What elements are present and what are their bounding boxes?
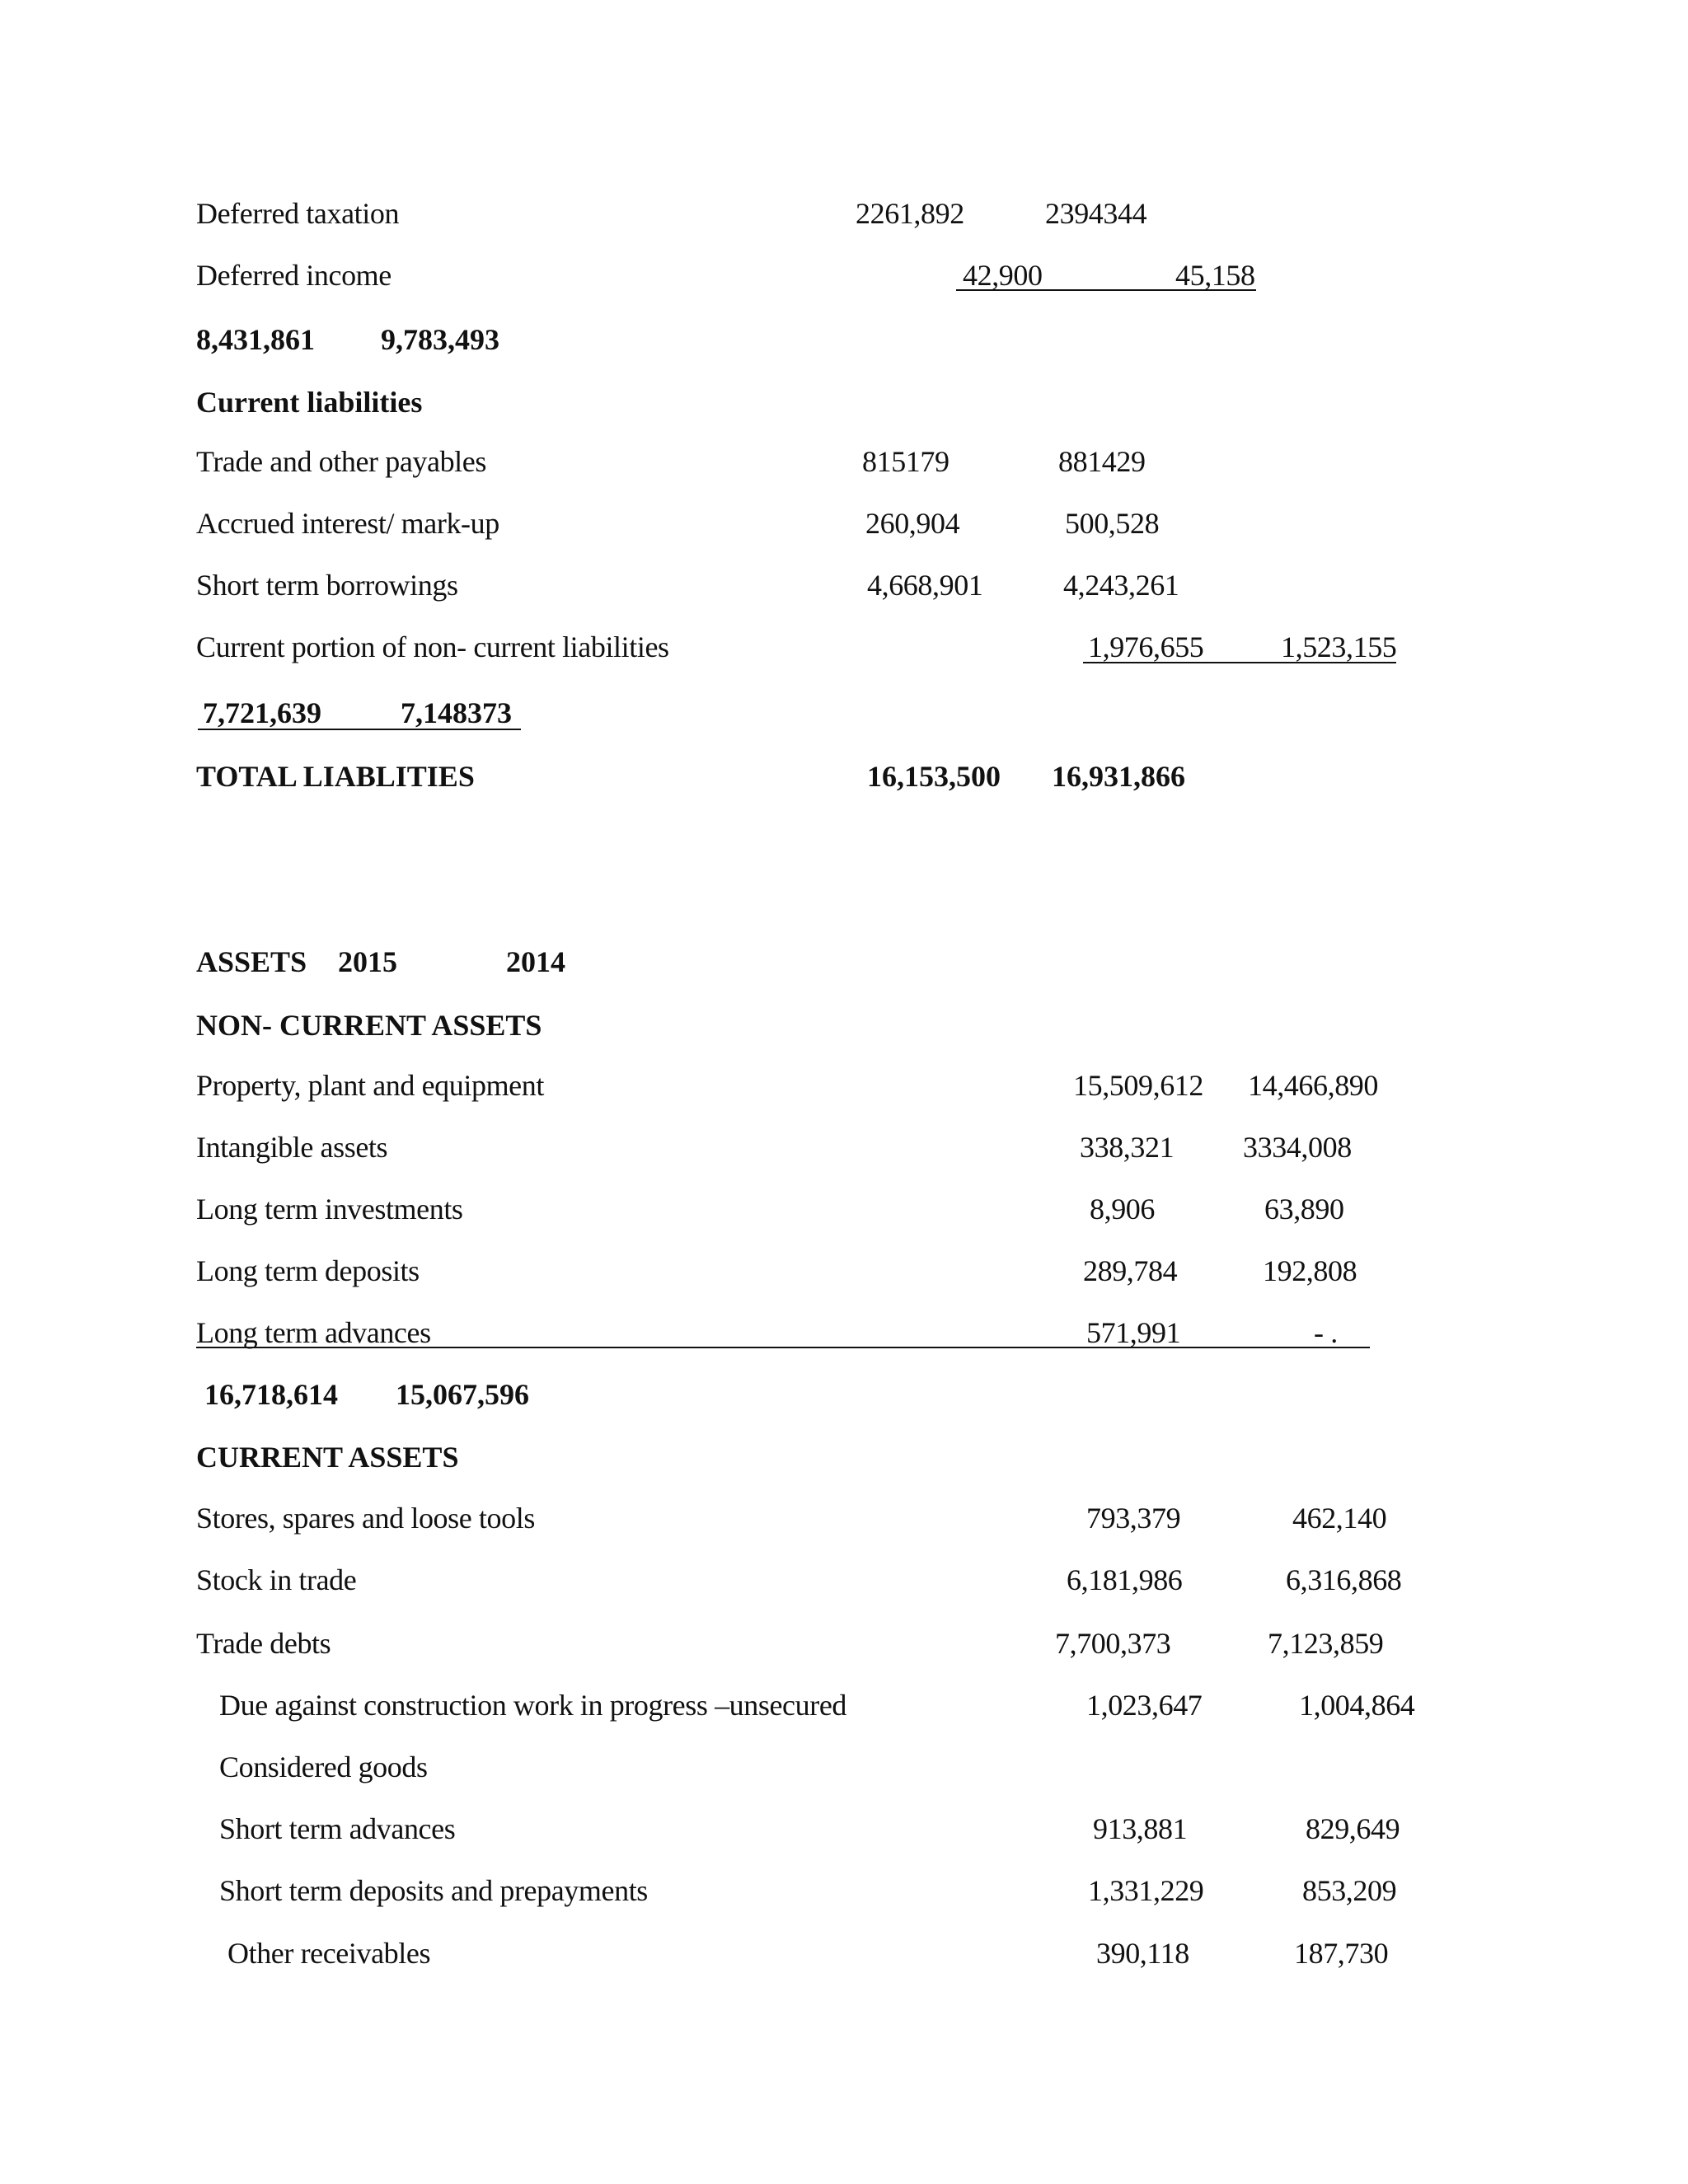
deferred-taxation-label: Deferred taxation	[196, 197, 400, 230]
short-term-borrowings-2015: 4,668,901	[867, 569, 983, 602]
st-advances-2015: 913,881	[1093, 1812, 1188, 1845]
current-liabilities-total-2014: 7,148373	[401, 696, 512, 729]
other-receivables-2015: 390,118	[1096, 1937, 1189, 1970]
lt-advances-2014: - .	[1314, 1316, 1338, 1349]
deferred-taxation-2015: 2261,892	[856, 197, 964, 230]
deferred-income-underline	[956, 289, 1256, 291]
short-term-borrowings-2014: 4,243,261	[1063, 569, 1179, 602]
intangible-assets-2014: 3334,008	[1243, 1131, 1352, 1164]
total-liabilities-2015: 16,153,500	[867, 760, 1001, 793]
stock-in-trade-2014: 6,316,868	[1286, 1563, 1402, 1596]
intangible-assets-label: Intangible assets	[196, 1131, 388, 1164]
lt-investments-2014: 63,890	[1264, 1193, 1344, 1226]
non-current-assets-heading: NON- CURRENT ASSETS	[196, 1009, 542, 1042]
lt-investments-label: Long term investments	[196, 1193, 463, 1226]
accrued-interest-2015: 260,904	[865, 507, 960, 540]
lt-deposits-2015: 289,784	[1083, 1254, 1178, 1287]
deferred-income-2014: 45,158	[1175, 259, 1255, 292]
assets-year-2015: 2015	[338, 945, 397, 978]
current-portion-2014: 1,523,155	[1281, 630, 1397, 663]
ppe-label: Property, plant and equipment	[196, 1069, 544, 1102]
ppe-2015: 15,509,612	[1073, 1069, 1204, 1102]
st-advances-2014: 829,649	[1306, 1812, 1400, 1845]
non-current-liabilities-total-2014: 9,783,493	[381, 323, 499, 356]
assets-year-2014: 2014	[506, 945, 565, 978]
other-receivables-label: Other receivables	[227, 1937, 431, 1970]
deferred-taxation-2014: 2394344	[1045, 197, 1147, 230]
non-current-assets-total-2014: 15,067,596	[396, 1378, 529, 1411]
trade-payables-2015: 815179	[862, 445, 950, 478]
stores-label: Stores, spares and loose tools	[196, 1502, 535, 1535]
due-construction-2015: 1,023,647	[1086, 1689, 1203, 1722]
total-liabilities-2014: 16,931,866	[1052, 760, 1185, 793]
trade-debts-2014: 7,123,859	[1268, 1627, 1384, 1660]
current-assets-heading: CURRENT ASSETS	[196, 1441, 459, 1474]
trade-payables-label: Trade and other payables	[196, 445, 486, 478]
due-construction-2014: 1,004,864	[1299, 1689, 1415, 1722]
st-deposits-2014: 853,209	[1302, 1874, 1397, 1907]
current-liabilities-heading: Current liabilities	[196, 386, 423, 419]
st-deposits-label: Short term deposits and prepayments	[219, 1874, 648, 1907]
lt-advances-underline	[196, 1347, 1370, 1348]
lt-advances-2015: 571,991	[1086, 1316, 1181, 1349]
current-portion-label: Current portion of non- current liabilities	[196, 630, 669, 663]
lt-investments-2015: 8,906	[1090, 1193, 1156, 1226]
total-liabilities-label: TOTAL LIABLITIES	[196, 760, 475, 793]
intangible-assets-2015: 338,321	[1080, 1131, 1175, 1164]
non-current-assets-total-2015: 16,718,614	[204, 1378, 338, 1411]
accrued-interest-label: Accrued interest/ mark-up	[196, 507, 499, 540]
short-term-borrowings-label: Short term borrowings	[196, 569, 458, 602]
due-construction-label: Due against construction work in progress –unsecured	[219, 1689, 847, 1722]
stores-2014: 462,140	[1292, 1502, 1387, 1535]
ppe-2014: 14,466,890	[1248, 1069, 1379, 1102]
deferred-income-label: Deferred income	[196, 259, 392, 292]
stores-2015: 793,379	[1086, 1502, 1181, 1535]
stock-in-trade-label: Stock in trade	[196, 1563, 357, 1596]
trade-debts-label: Trade debts	[196, 1627, 331, 1660]
other-receivables-2014: 187,730	[1294, 1937, 1389, 1970]
assets-heading: ASSETS	[196, 945, 307, 978]
stock-in-trade-2015: 6,181,986	[1067, 1563, 1183, 1596]
current-liabilities-total-underline	[198, 729, 521, 730]
trade-payables-2014: 881429	[1058, 445, 1146, 478]
lt-advances-label: Long term advances	[196, 1316, 431, 1349]
lt-deposits-label: Long term deposits	[196, 1254, 420, 1287]
st-advances-label: Short term advances	[219, 1812, 456, 1845]
considered-goods-label: Considered goods	[219, 1750, 428, 1783]
current-liabilities-total-2015: 7,721,639	[203, 696, 321, 729]
current-portion-underline	[1083, 662, 1396, 663]
accrued-interest-2014: 500,528	[1065, 507, 1160, 540]
lt-deposits-2014: 192,808	[1263, 1254, 1357, 1287]
trade-debts-2015: 7,700,373	[1055, 1627, 1171, 1660]
non-current-liabilities-total-2015: 8,431,861	[196, 323, 315, 356]
st-deposits-2015: 1,331,229	[1088, 1874, 1204, 1907]
current-portion-2015: 1,976,655	[1088, 630, 1204, 663]
deferred-income-2015: 42,900	[963, 259, 1043, 292]
